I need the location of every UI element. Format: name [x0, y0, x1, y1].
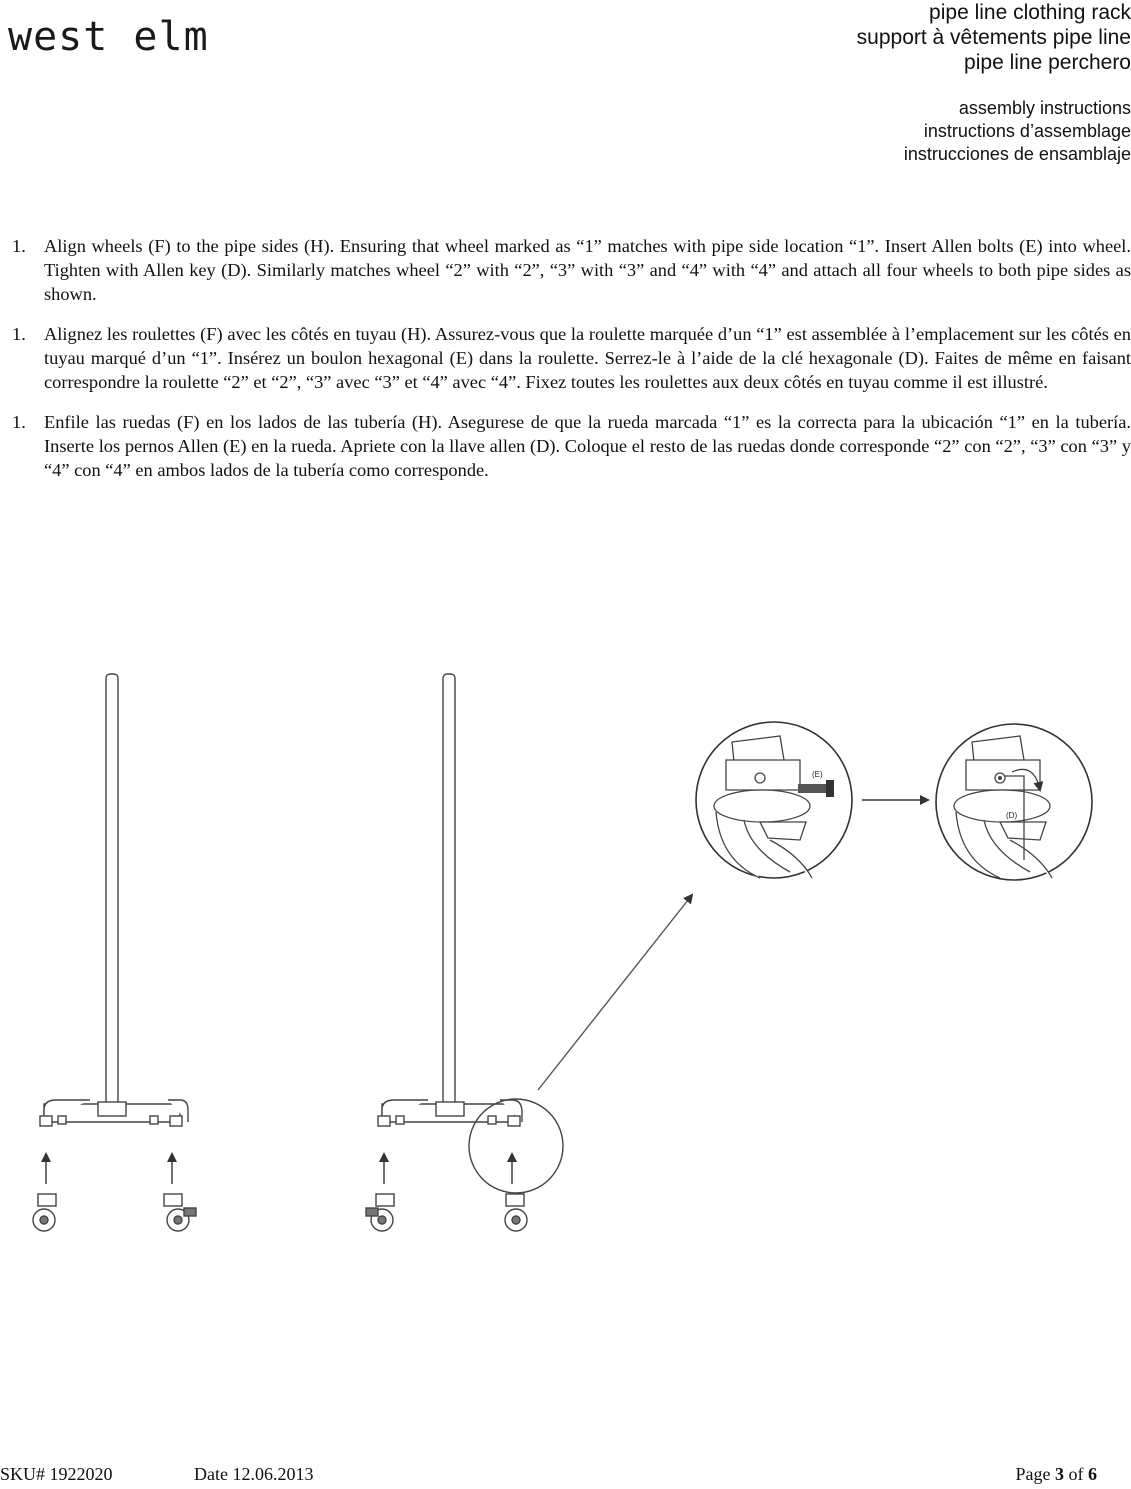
step-number: 1.: [12, 324, 26, 344]
product-title-en: pipe line clothing rack: [929, 1, 1131, 24]
doc-type-en: assembly instructions: [958, 98, 1131, 118]
pipe-side-right: [378, 674, 522, 1126]
step-es: [12, 410, 1131, 482]
step-en: [12, 234, 1131, 306]
page-prefix: Page: [1015, 1464, 1055, 1484]
page-total: 6: [1088, 1464, 1097, 1484]
assembly-diagram: [0, 630, 1131, 1260]
page-number: [1016, 1464, 1098, 1485]
detail-pointer-arrow: [538, 895, 692, 1090]
step-number: 1.: [12, 412, 26, 432]
detail-tighten-key: [936, 724, 1092, 880]
doc-type-fr: instructions d’assemblage: [923, 121, 1131, 141]
step-text: Alignez les roulettes (F) avec les côtés en tuyau (H). Assurez-vous que la roulette marquée d’un “1” est assemblée à l’emplacement sur les côtés en tuyau marqué d’un “1”. Insérez un boulon hexagonal (E) dans la roulette. Serrez-le à l’aide de la clé hexagonale (D). Faites de même en faisant correspondre la roulette “2” et “2”, “3” avec “3” et “4” avec “4”. Fixez toutes les roulettes aux deux côtés en tuyau comme il est illustré.: [44, 324, 1131, 392]
upward-arrows-left: [46, 1154, 172, 1184]
document-date: Date 12.06.2013: [194, 1464, 314, 1484]
document-titles: [857, 0, 1131, 166]
step-text: Enfile las ruedas (F) en los lados de las tubería (H). Asegurese de que la rueda marcada “1” es la correcta para la ubicación “1” en la tubería. Inserte los pernos Allen (E) en la rueda. Apriete con la llave allen (D). Coloque el resto de las ruedas donde corresponde “2” con “2”, “3” con “3” y “4” con “4” en ambos lados de la tubería como corresponde.: [44, 412, 1131, 480]
step-fr: [12, 322, 1131, 394]
step-text: Align wheels (F) to the pipe sides (H). Ensuring that wheel marked as “1” matches with pipe side location “1”. Insert Allen bolts (E) into wheel. Tighten with Allen key (D). Similarly matches wheel “2” with “2”, “3” with “3” and “4” with “4” and attach all four wheels to both pipe sides as shown.: [44, 236, 1131, 304]
sku-number: SKU# 1922020: [0, 1464, 113, 1484]
detail-insert-bolt: [696, 722, 852, 878]
wheels-left: [33, 1194, 196, 1231]
page-current: 3: [1055, 1464, 1064, 1484]
product-title-fr: support à vêtements pipe line: [856, 26, 1131, 49]
page-mid: of: [1064, 1464, 1088, 1484]
product-title-es: pipe line perchero: [964, 51, 1131, 74]
key-label: (D): [1006, 811, 1018, 820]
instruction-list: [12, 234, 1131, 498]
pipe-side-left: [40, 674, 188, 1126]
brand-logo: west elm: [8, 14, 209, 60]
bolt-label: (E): [812, 770, 823, 779]
wheels-right: [366, 1194, 527, 1231]
doc-type-es: instrucciones de ensamblaje: [903, 144, 1131, 164]
step-number: 1.: [12, 236, 26, 256]
upward-arrows-right: [384, 1154, 512, 1184]
